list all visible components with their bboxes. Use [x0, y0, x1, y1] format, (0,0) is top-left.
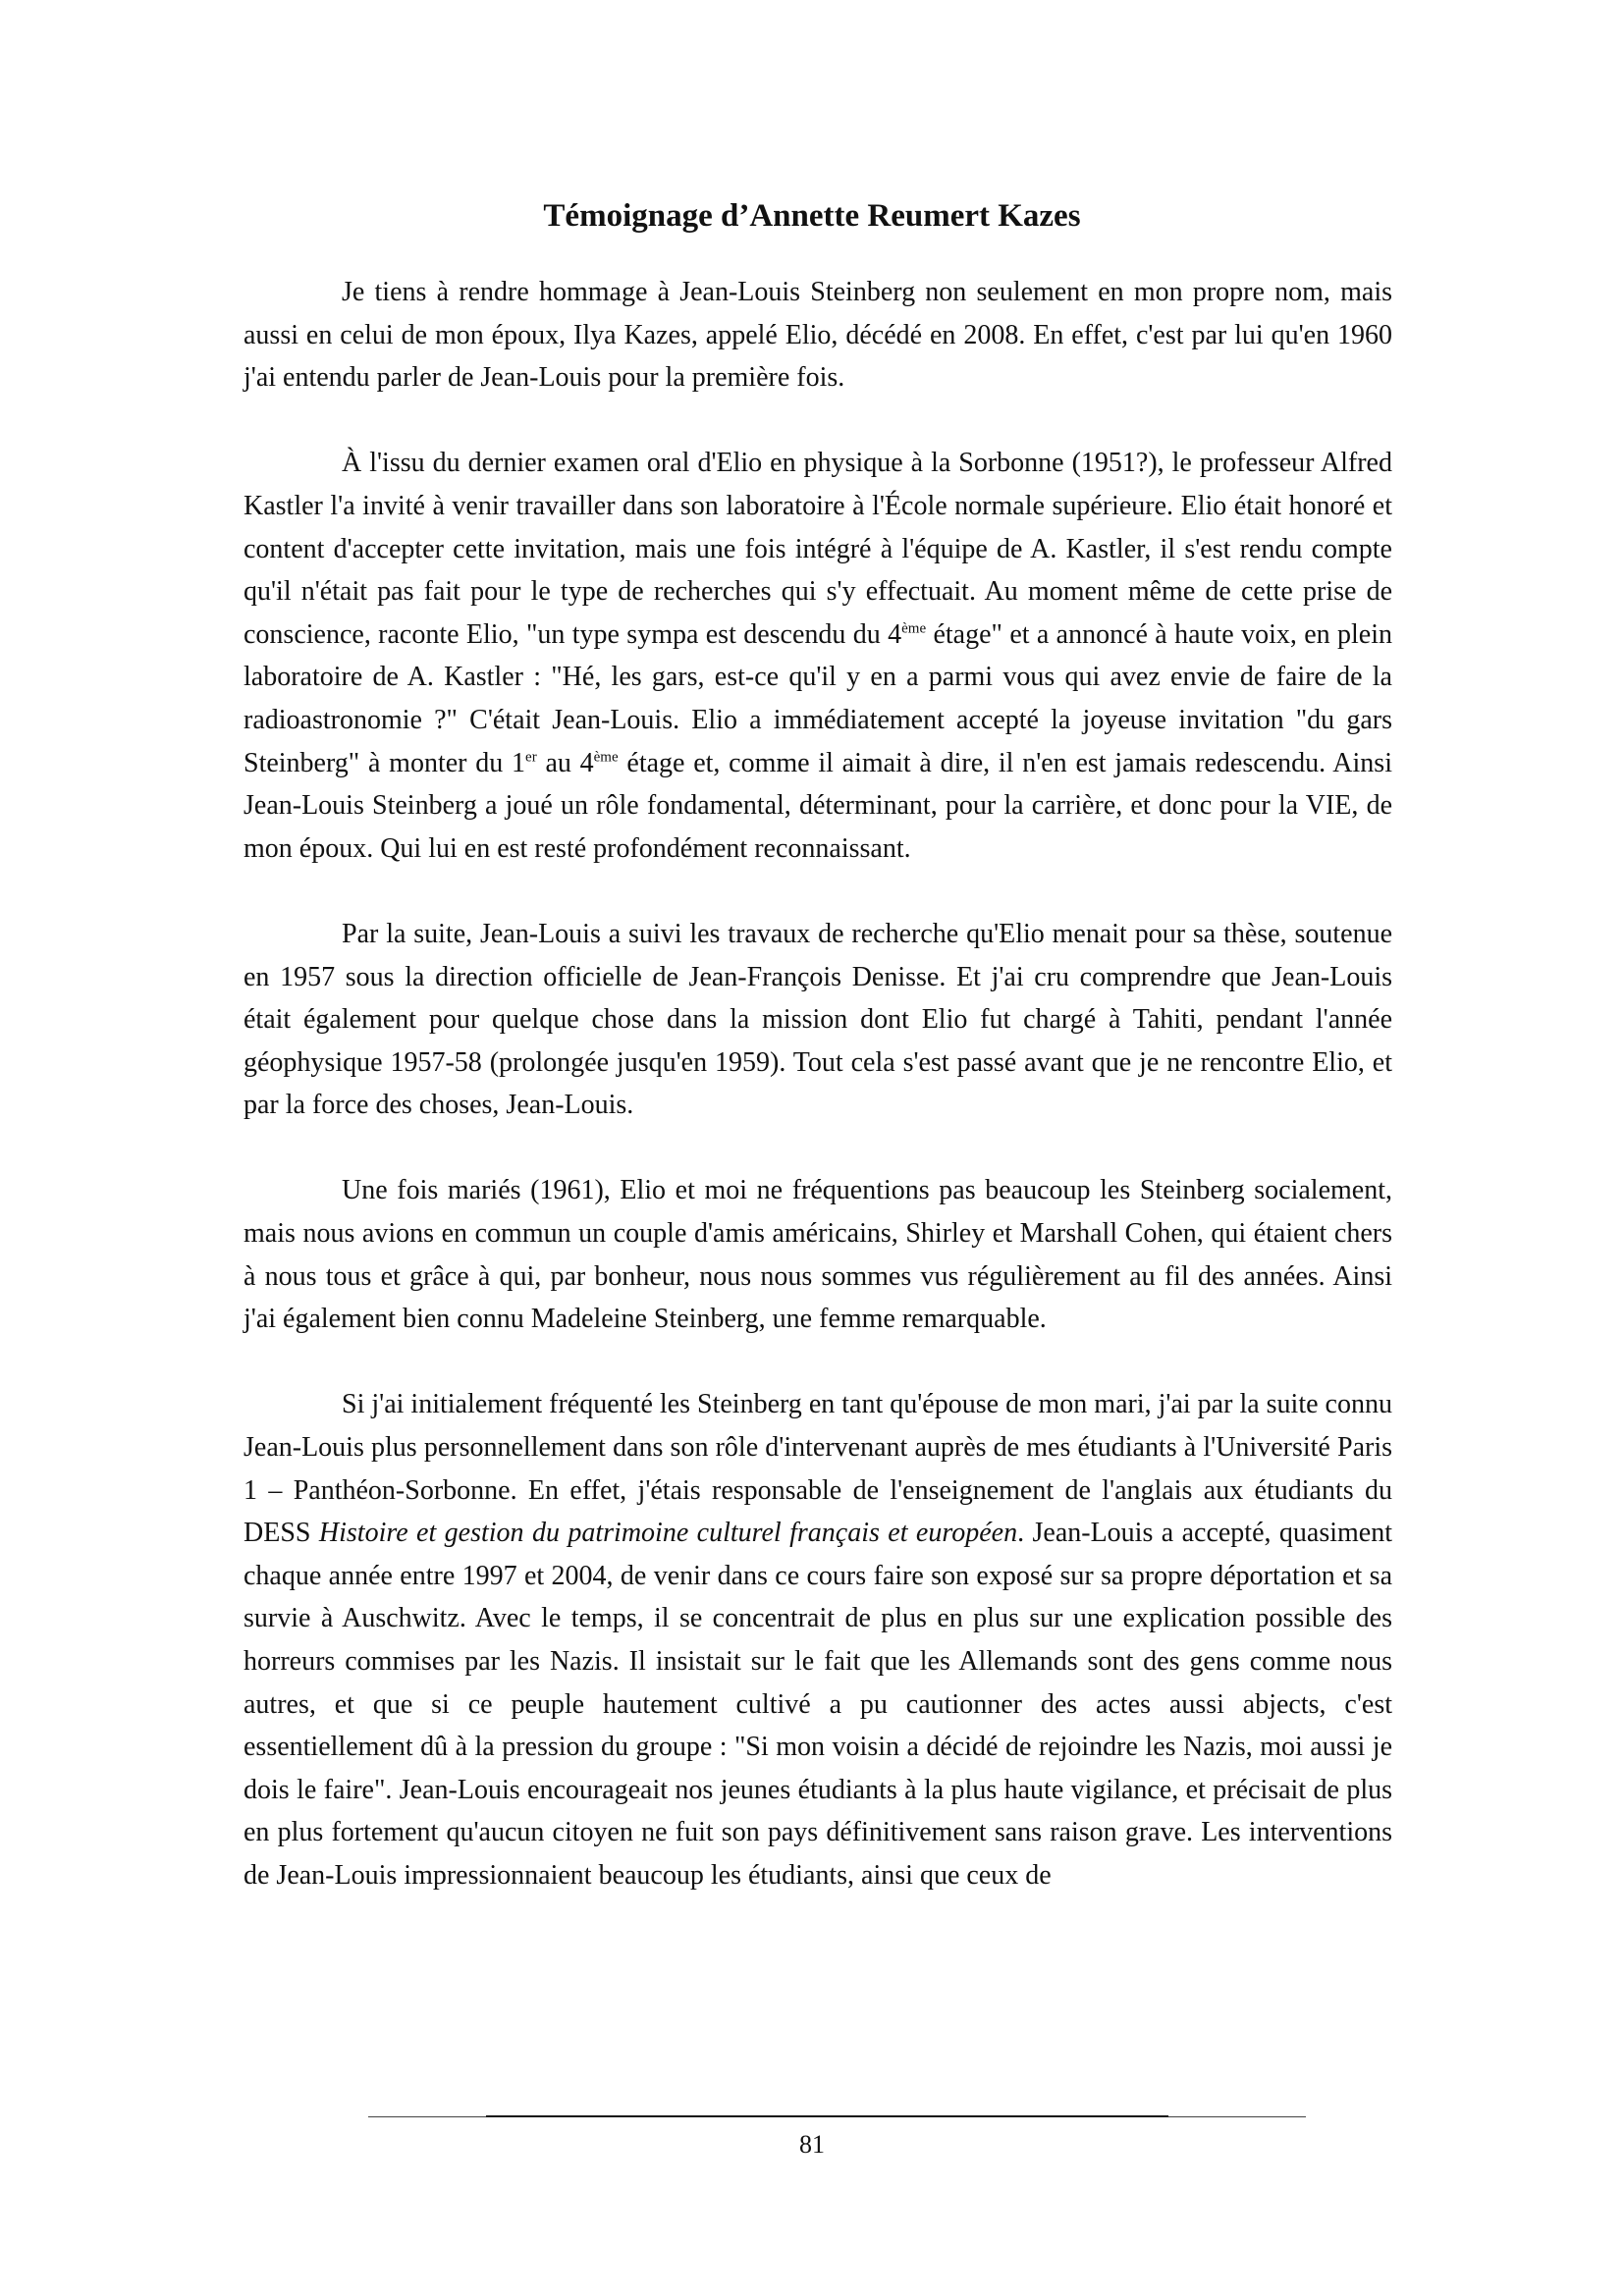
paragraph-2: [244, 442, 1392, 870]
paragraph-2-part-d: étage et, comme il aimait à dire, il n'en est jamais redescendu. Ainsi Jean-Louis Steinberg a joué un rôle fondamental, déterminant, pour la carrière, et donc pour la VIE, de mon époux. Qui lui en est resté profondément reconnaissant.: [244, 747, 1392, 864]
paragraph-4: Une fois mariés (1961), Elio et moi ne fréquentions pas beaucoup les Steinberg socialement, mais nous avions en commun un couple d'amis américains, Shirley et Marshall Cohen, qui étaient chers à nous tous et grâce à qui, par bonheur, nous nous sommes vus régulièrement au fil des années. Ainsi j'ai également bien connu Madeleine Steinberg, une femme remarquable.: [244, 1175, 1392, 1335]
paragraph-3: Par la suite, Jean-Louis a suivi les travaux de recherche qu'Elio menait pour sa thèse, soutenue en 1957 sous la direction officielle de Jean-François Denisse. Et j'ai cru comprendre que Jean-Louis était également pour quelque chose dans la mission dont Elio fut chargé à Tahiti, pendant l'année géophysique 1957-58 (prolongée jusqu'en 1959). Tout cela s'est passé avant que je ne rencontre Elio, et par la force des choses, Jean-Louis.: [244, 918, 1392, 1121]
paragraph-2-part-a: À l'issu du dernier examen oral d'Elio en physique à la Sorbonne (1951?), le professeur Alfred Kastler l'a invité à venir travailler dans son laboratoire à l'École normale supérieure. Elio était honoré et content d'accepter cette invitation, mais une fois intégré à l'équipe de A. Kastler, il s'est rendu compte qu'il n'était pas fait pour le type de recherches qui s'y effectuait. Au moment même de cette prise de conscience, raconte Elio, "un type sympa est descendu du 4: [244, 448, 1392, 650]
superscript-4eme-2: ème: [593, 749, 619, 766]
page-title: Témoignage d’Annette Reumert Kazes: [543, 198, 1081, 234]
paragraph-2-part-b: étage" et a annoncé à haute voix, en plein laboratoire de A. Kastler : "Hé, les gars, est-ce qu'il y en a parmi vous qui avez envie de faire de la radioastronomie ?" C'était Jean-Louis. Elio a immédiatement accepté la joyeuse invitation "du gars Steinberg" à monter du 1: [244, 618, 1393, 778]
paragraph-5-part-b: . Jean-Louis a accepté, quasiment chaque année entre 1997 et 2004, de venir dans ce cours faire son exposé sur sa propre déportation et sa survie à Auschwitz. Avec le temps, il se concentrait de plus en plus sur une explication possible des horreurs commises par les Nazis. Il insistait sur le fait que les Allemands sont des gens comme nous autres, et que si ce peuple hautement cultivé a pu cautionner des actes aussi abjects, c'est essentiellement dû à la pression du groupe : "Si mon voisin a décidé de rejoindre les Nazis, moi aussi je dois le faire". Jean-Louis encourageait nos jeunes étudiants à la plus haute vigilance, et précisait de plus en plus fortement qu'aucun citoyen ne fuit son pays définitivement sans raison grave. Les interventions de Jean-Louis impressionnaient beaucoup les étudiants, ainsi que ceux de: [244, 1518, 1393, 1891]
paragraph-1: Je tiens à rendre hommage à Jean-Louis Steinberg non seulement en mon propre nom, mais aussi en celui de mon époux, Ilya Kazes, appelé Elio, décédé en 2008. En effet, c'est par lui qu'en 1960 j'ai entendu parler de Jean-Louis pour la première fois.: [244, 277, 1392, 394]
superscript-1er: er: [525, 749, 537, 766]
paragraph-5-part-a: Si j'ai initialement fréquenté les Steinberg en tant qu'épouse de mon mari, j'ai par la suite connu Jean-Louis plus personnellement dans son rôle d'intervenant auprès de mes étudiants à l'Université Paris 1 – Panthéon-Sorbonne. En effet, j'étais responsable de l'enseignement de l'anglais aux étudiants du DESS: [244, 1389, 1392, 1549]
footer-rule-accent: [486, 2115, 1168, 2117]
body-text: [244, 271, 1392, 1897]
page-number: 81: [799, 2130, 825, 2159]
course-title-italic: Histoire et gestion du patrimoine culturel français et européen: [318, 1518, 1018, 1549]
paragraph-5: [244, 1383, 1392, 1896]
paragraph-2-part-c: au 4: [536, 747, 594, 778]
superscript-4eme-1: ème: [901, 620, 927, 637]
